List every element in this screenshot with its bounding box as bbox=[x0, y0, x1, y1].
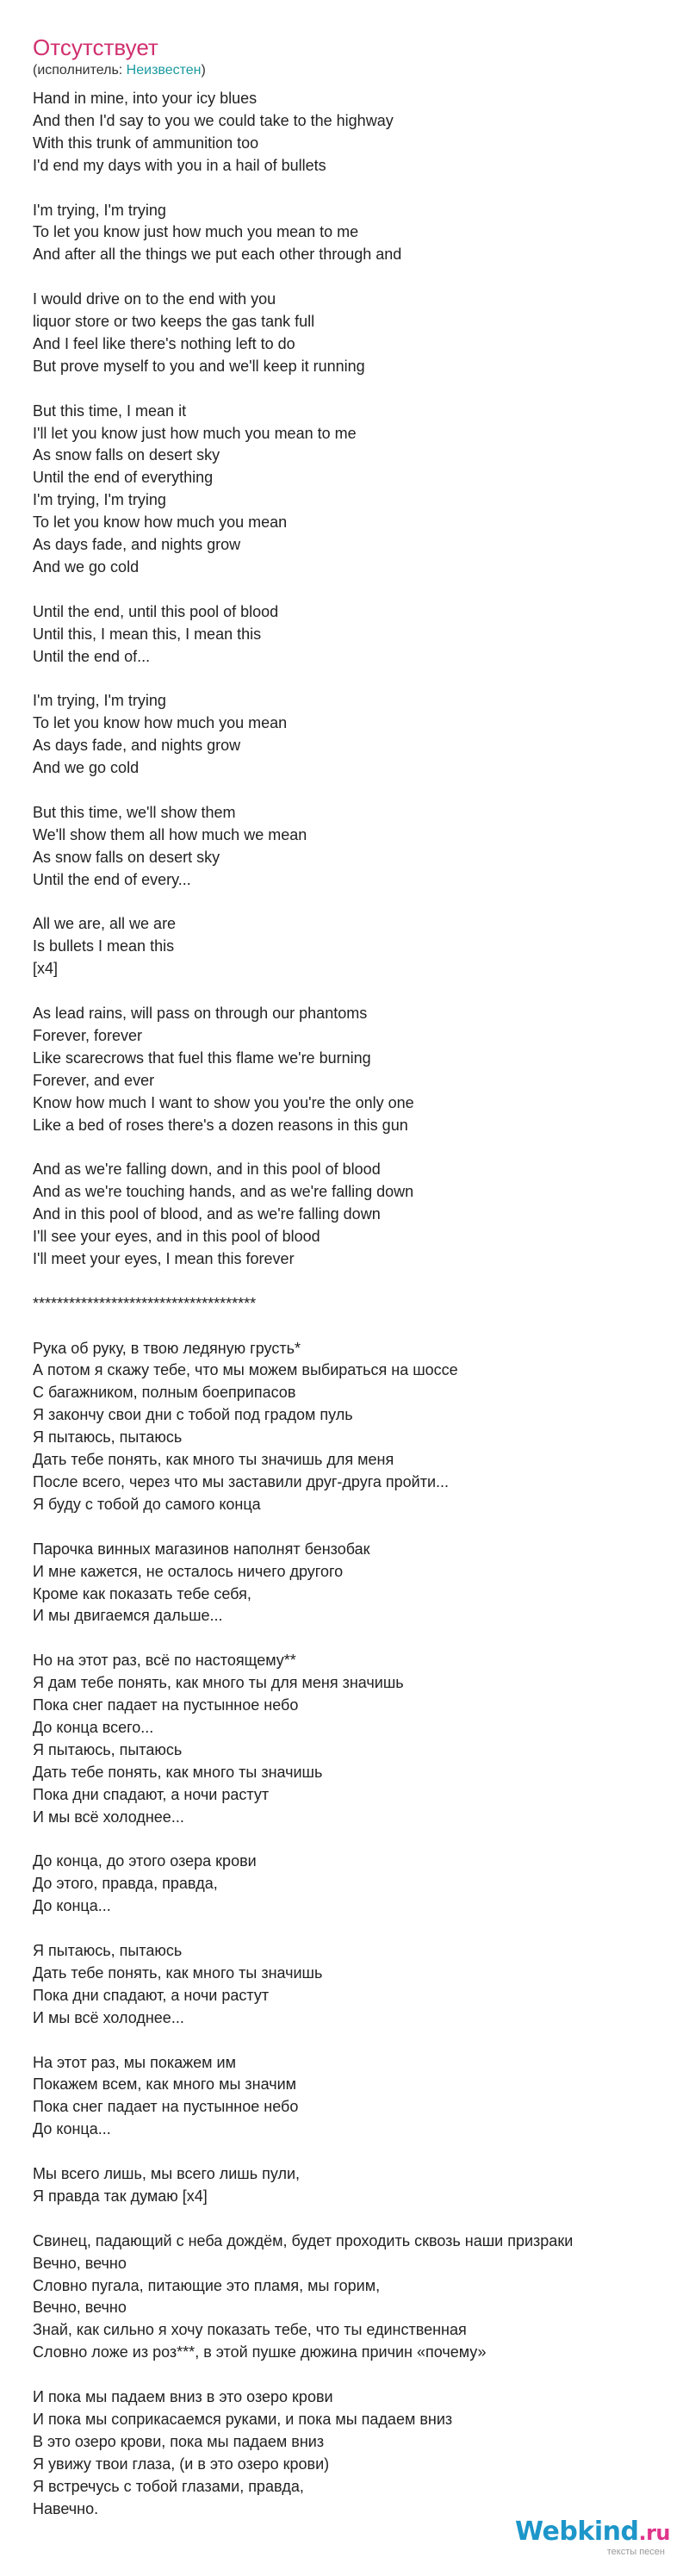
lyrics-line: To let you know just how much you mean to me bbox=[33, 223, 359, 241]
lyrics-line: Навечно. bbox=[33, 2499, 99, 2517]
lyrics-line: Я закончу свои дни с тобой под градом пуль bbox=[33, 1406, 353, 1424]
lyrics-line: Свинец, падающий с неба дождём, будет проходить сквозь наши призраки bbox=[33, 2231, 574, 2249]
lyrics-stanza bbox=[33, 200, 670, 267]
lyrics-line: And we go cold bbox=[33, 557, 140, 576]
lyrics-line: Но на этот раз, всё по настоящему** bbox=[33, 1652, 296, 1670]
lyrics-stanza bbox=[33, 1650, 670, 1828]
lyrics-line: As lead rains, will pass on through our phantoms bbox=[33, 1005, 368, 1023]
lyrics-line: В это озеро крови, пока мы падаем вниз bbox=[33, 2432, 325, 2450]
lyrics-line: [x4] bbox=[33, 960, 59, 978]
song-title: Отсутствует bbox=[33, 34, 158, 60]
lyrics-stanza bbox=[33, 601, 670, 669]
lyrics-line: Дать тебе понять, как много ты значишь bbox=[33, 1963, 323, 1982]
lyrics-stanza bbox=[33, 1159, 670, 1271]
logo-subtitle: тексты песен bbox=[606, 2547, 665, 2557]
lyrics-line: I'd end my days with you in a hail of bullets bbox=[33, 156, 326, 174]
lyrics-line: To let you know how much you mean bbox=[33, 714, 288, 732]
lyrics-line: И пока мы падаем вниз в это озеро крови bbox=[33, 2388, 333, 2406]
site-logo bbox=[515, 2518, 670, 2547]
lyrics-line: После всего, через что мы заставили друг-друга пройти... bbox=[33, 1473, 450, 1491]
lyrics-line: ************************************* bbox=[33, 1294, 257, 1312]
lyrics-line: And in this pool of blood, and as we're falling down bbox=[33, 1205, 381, 1223]
lyrics-stanza bbox=[33, 2052, 670, 2142]
lyrics-stanza bbox=[33, 1338, 670, 1516]
lyrics-line: As days fade, and nights grow bbox=[33, 737, 241, 755]
lyrics-stanza bbox=[33, 289, 670, 378]
lyrics-line: I'll see your eyes, and in this pool of blood bbox=[33, 1228, 320, 1246]
lyrics-line: I'm trying, I'm trying bbox=[33, 491, 166, 509]
artist-line bbox=[33, 62, 206, 79]
artist-prefix: (исполнитель: bbox=[33, 63, 127, 78]
lyrics-line: Until the end of... bbox=[33, 647, 151, 665]
lyrics-line: Forever, and ever bbox=[33, 1071, 155, 1089]
lyrics-line: И мы двигаемся дальше... bbox=[33, 1607, 223, 1625]
lyrics-line: Я пытаюсь, пытаюсь bbox=[33, 1740, 183, 1758]
lyrics-line: На этот раз, мы покажем им bbox=[33, 2053, 236, 2071]
lyrics-line: Знай, как сильно я хочу показать тебе, что ты единственная bbox=[33, 2321, 467, 2339]
lyrics-line: Я пытаюсь, пытаюсь bbox=[33, 1941, 183, 1959]
lyrics-line: But this time, we'll show them bbox=[33, 803, 236, 821]
lyrics-stanza bbox=[33, 1940, 670, 2030]
lyrics-line: I would drive on to the end with you bbox=[33, 290, 276, 308]
lyrics-line: Я увижу твои глаза, (и в это озеро крови) bbox=[33, 2455, 330, 2473]
lyrics-line: Дать тебе понять, как много ты значишь для меня bbox=[33, 1451, 394, 1469]
lyrics-line: I'll meet your eyes, I mean this forever bbox=[33, 1249, 295, 1267]
lyrics-line: До конца... bbox=[33, 1897, 111, 1915]
lyrics-stanza bbox=[33, 913, 670, 980]
lyrics-line: До конца... bbox=[33, 2120, 111, 2138]
lyrics-line: I'm trying, I'm trying bbox=[33, 692, 166, 710]
lyrics-line: До конца всего... bbox=[33, 1718, 154, 1736]
lyrics-line: But this time, I mean it bbox=[33, 401, 187, 420]
lyrics-line: А потом я скажу тебе, что мы можем выбираться на шоссе bbox=[33, 1361, 458, 1379]
lyrics-line: С багажником, полным боеприпасов bbox=[33, 1384, 296, 1402]
lyrics-line: Кроме как показать тебе себя, bbox=[33, 1584, 251, 1602]
lyrics-line: Я пытаюсь, пытаюсь bbox=[33, 1428, 183, 1447]
lyrics-line: До этого, правда, правда, bbox=[33, 1875, 218, 1893]
lyrics-line: liquor store or two keeps the gas tank full bbox=[33, 313, 315, 331]
lyrics-line: All we are, all we are bbox=[33, 915, 177, 933]
lyrics-line: With this trunk of ammunition too bbox=[33, 134, 259, 152]
lyrics-line: Я буду с тобой до самого конца bbox=[33, 1495, 261, 1513]
lyrics-line: As days fade, and nights grow bbox=[33, 536, 241, 554]
lyrics-stanza bbox=[33, 1539, 670, 1628]
lyrics-stanza bbox=[33, 88, 670, 177]
lyrics-line: Until the end, until this pool of blood bbox=[33, 602, 279, 620]
lyrics-stanza bbox=[33, 2386, 670, 2520]
lyrics-line: Вечно, вечно bbox=[33, 2299, 127, 2317]
lyrics-line: But prove myself to you and we'll keep it running bbox=[33, 357, 365, 375]
lyrics-line: Like scarecrows that fuel this flame we're burning bbox=[33, 1048, 371, 1067]
lyrics-line: Я дам тебе понять, как много ты для меня значишь bbox=[33, 1674, 404, 1692]
lyrics-stanza bbox=[33, 690, 670, 780]
lyrics-line: Вечно, вечно bbox=[33, 2254, 127, 2272]
lyrics-line: Until this, I mean this, I mean this bbox=[33, 625, 262, 643]
lyrics-line: We'll show them all how much we mean bbox=[33, 825, 307, 843]
lyrics-stanza bbox=[33, 1003, 670, 1136]
lyrics-line: Покажем всем, как много мы значим bbox=[33, 2075, 296, 2094]
lyrics-stanza bbox=[33, 802, 670, 892]
lyrics-line: Know how much I want to show you you're the only one bbox=[33, 1093, 414, 1111]
lyrics-line: And we go cold bbox=[33, 759, 140, 777]
lyrics-stanza bbox=[33, 2163, 670, 2208]
lyrics-line: Hand in mine, into your icy blues bbox=[33, 90, 258, 107]
lyrics-line: And as we're touching hands, and as we're falling down bbox=[33, 1183, 414, 1201]
lyrics-line: Пока дни спадают, а ночи растут bbox=[33, 1785, 270, 1803]
logo-tld: .ru bbox=[638, 2521, 670, 2545]
lyrics-line: И пока мы соприкасаемся руками, и пока мы падаем вниз bbox=[33, 2410, 453, 2428]
lyrics-line: Пока дни спадают, а ночи растут bbox=[33, 1986, 270, 2004]
lyrics-line: Я правда так думаю [x4] bbox=[33, 2187, 208, 2205]
lyrics-stanza bbox=[33, 1851, 670, 1918]
lyrics-line: Пока снег падает на пустынное небо bbox=[33, 2098, 299, 2116]
artist-link[interactable]: Неизвестен bbox=[126, 63, 202, 78]
lyrics-line: Словно пугала, питающие это пламя, мы горим, bbox=[33, 2276, 381, 2294]
lyrics-stanza bbox=[33, 2231, 670, 2364]
lyrics-line: Until the end of everything bbox=[33, 469, 214, 487]
lyrics-line: Парочка винных магазинов наполнят бензобак bbox=[33, 1540, 370, 1558]
logo-brand: Webkind bbox=[515, 2517, 639, 2547]
lyrics-line: Словно ложе из роз***, в этой пушке дюжина причин «почему» bbox=[33, 2343, 487, 2361]
song-header bbox=[33, 34, 206, 79]
lyrics-line: And then I'd say to you we could take to the highway bbox=[33, 111, 394, 129]
lyrics-line: I'll let you know just how much you mean to me bbox=[33, 424, 357, 442]
lyrics-line: As snow falls on desert sky bbox=[33, 446, 220, 464]
lyrics-line: И мне кажется, не осталось ничего другого bbox=[33, 1562, 344, 1580]
lyrics-line: До конца, до этого озера крови bbox=[33, 1852, 257, 1870]
lyrics-body bbox=[33, 88, 670, 2542]
lyrics-line: Forever, forever bbox=[33, 1026, 143, 1044]
lyrics-line: Пока снег падает на пустынное небо bbox=[33, 1696, 299, 1714]
lyrics-line: Я встречусь с тобой глазами, правда, bbox=[33, 2477, 304, 2495]
lyrics-line: И мы всё холоднее... bbox=[33, 1808, 184, 1826]
lyrics-line: Мы всего лишь, мы всего лишь пули, bbox=[33, 2165, 301, 2183]
lyrics-line: Рука об руку, в твою ледяную грусть* bbox=[33, 1339, 301, 1357]
lyrics-line: Is bullets I mean this bbox=[33, 937, 175, 955]
lyrics-line: Like a bed of roses there's a dozen reasons in this gun bbox=[33, 1116, 408, 1134]
lyrics-line: And after all the things we put each other through and bbox=[33, 246, 402, 264]
lyrics-line: I'm trying, I'm trying bbox=[33, 201, 166, 219]
lyrics-line: As snow falls on desert sky bbox=[33, 848, 220, 866]
lyrics-line: Дать тебе понять, как много ты значишь bbox=[33, 1763, 323, 1781]
lyrics-line: To let you know how much you mean bbox=[33, 513, 288, 532]
lyrics-line: И мы всё холоднее... bbox=[33, 2008, 184, 2026]
lyrics-line: Until the end of every... bbox=[33, 870, 191, 888]
artist-suffix: ) bbox=[201, 63, 206, 78]
lyrics-stanza bbox=[33, 401, 670, 579]
lyrics-line: And I feel like there's nothing left to do bbox=[33, 334, 295, 352]
lyrics-stanza bbox=[33, 1293, 670, 1316]
site-watermark bbox=[515, 2518, 670, 2557]
lyrics-line: And as we're falling down, and in this pool of blood bbox=[33, 1160, 381, 1179]
